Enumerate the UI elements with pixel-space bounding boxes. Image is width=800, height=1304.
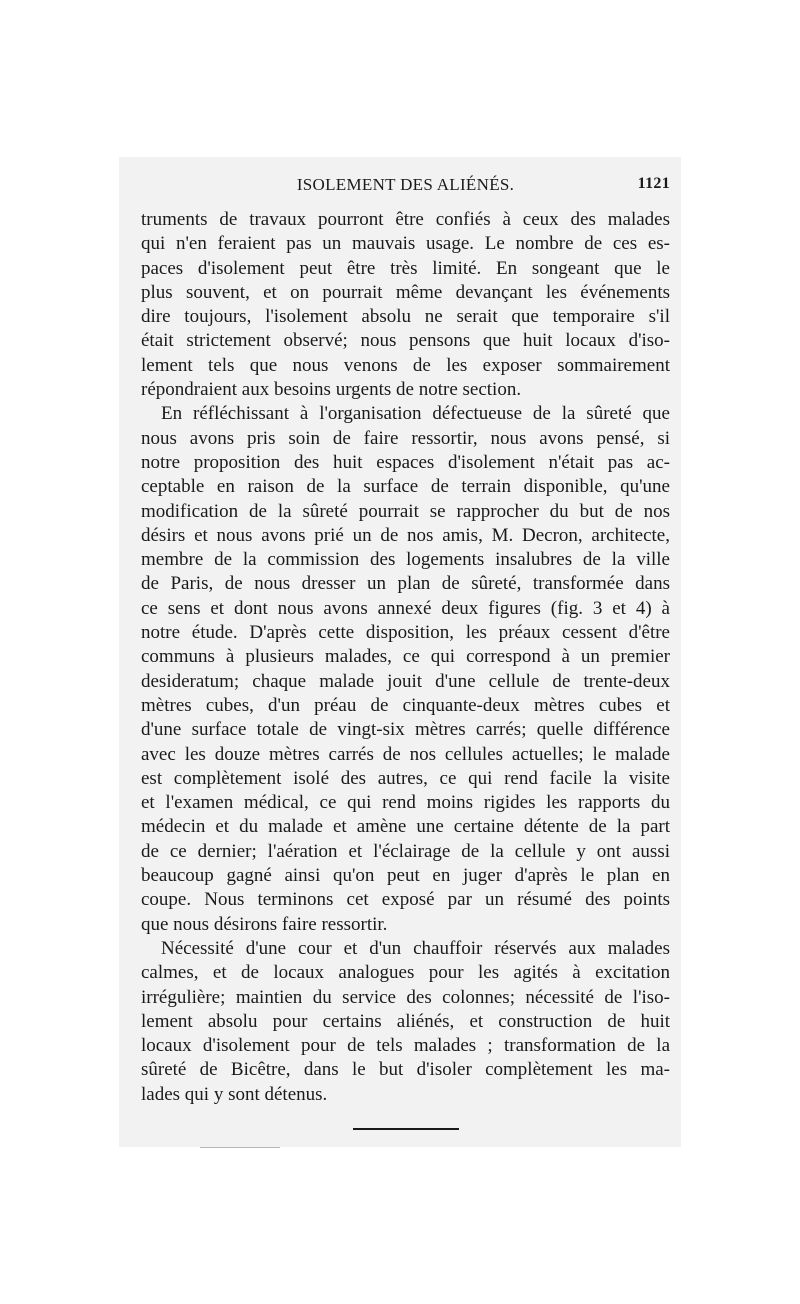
text-line: locaux d'isolement pour de tels malades ; transformation de la — [141, 1035, 670, 1057]
text-line: médecin et du malade et amène une certaine détente de la part — [141, 816, 670, 838]
text-line: notre étude. D'après cette disposition, les préaux cessent d'être — [141, 622, 670, 644]
text-line: répondraient aux besoins urgents de notre section. — [141, 379, 522, 401]
body-text — [141, 208, 670, 1107]
text-line: dire toujours, l'isolement absolu ne serait que temporaire s'il — [141, 306, 670, 328]
text-line: sûreté de Bicêtre, dans le but d'isoler complètement les ma- — [141, 1059, 670, 1081]
text-line: que nous désirons faire ressortir. — [141, 913, 388, 935]
text-line: paces d'isolement peut être très limité. En songeant que le — [141, 257, 670, 279]
text-line: de Paris, de nous dresser un plan de sûreté, transformée dans — [141, 573, 670, 595]
text-line: desideratum; chaque malade jouit d'une cellule de trente-deux — [141, 670, 670, 692]
text-line: calmes, et de locaux analogues pour les agités à excitation — [141, 962, 670, 984]
text-line: beaucoup gagné ainsi qu'on peut en juger d'après le plan en — [141, 865, 670, 887]
text-line: Nécessité d'une cour et d'un chauffoir réservés aux malades — [161, 937, 670, 959]
text-line: de ce dernier; l'aération et l'éclairage de la cellule y ont aussi — [141, 840, 670, 862]
scan-mark — [200, 1147, 280, 1148]
text-line: coupe. Nous terminons cet exposé par un résumé des points — [141, 889, 670, 911]
text-line: irrégulière; maintien du service des colonnes; nécessité de l'iso- — [141, 986, 670, 1008]
page-number: 1121 — [637, 175, 670, 192]
text-line: avec les douze mètres carrés de nos cellules actuelles; le malade — [141, 743, 670, 765]
text-line: En réfléchissant à l'organisation défectueuse de la sûreté que — [161, 403, 670, 425]
text-line: désirs et nous avons prié un de nos amis, M. Decron, architecte, — [141, 524, 670, 546]
text-line: lement tels que nous venons de les exposer sommairement — [141, 354, 670, 376]
paragraph-2 — [141, 402, 670, 937]
text-line: membre de la commission des logements insalubres de la ville — [141, 549, 670, 571]
running-head — [141, 175, 670, 201]
text-line: modification de la sûreté pourrait se rapprocher du but de nos — [141, 500, 670, 522]
text-line: et l'examen médical, ce qui rend moins rigides les rapports du — [141, 792, 670, 814]
text-line: ceptable en raison de la surface de terrain disponible, qu'une — [141, 476, 670, 498]
text-line: d'une surface totale de vingt-six mètres carrés; quelle différence — [141, 719, 670, 741]
paragraph-1 — [141, 208, 670, 402]
end-rule — [353, 1128, 459, 1130]
running-title: ISOLEMENT DES ALIÉNÉS. — [296, 175, 515, 194]
text-line: mètres cubes, d'un préau de cinquante-deux mètres cubes et — [141, 694, 670, 716]
text-line: est complètement isolé des autres, ce qui rend facile la visite — [141, 767, 670, 789]
text-line: communs à plusieurs malades, ce qui correspond à un premier — [141, 646, 670, 668]
text-line: plus souvent, et on pourrait même devançant les événements — [141, 281, 670, 303]
text-line: nous avons pris soin de faire ressortir, nous avons pensé, si — [141, 427, 670, 449]
text-line: notre proposition des huit espaces d'isolement n'était pas ac- — [141, 451, 670, 473]
text-line: lades qui y sont détenus. — [141, 1083, 328, 1105]
text-line: lement absolu pour certains aliénés, et construction de huit — [141, 1010, 670, 1032]
paragraph-3 — [141, 937, 670, 1107]
text-line: qui n'en feraient pas un mauvais usage. Le nombre de ces es- — [141, 233, 670, 255]
text-line: ce sens et dont nous avons annexé deux figures (fig. 3 et 4) à — [141, 597, 670, 619]
text-line: truments de travaux pourront être confiés à ceux des malades — [141, 209, 670, 230]
text-line: était strictement observé; nous pensons que huit locaux d'iso- — [141, 330, 670, 352]
